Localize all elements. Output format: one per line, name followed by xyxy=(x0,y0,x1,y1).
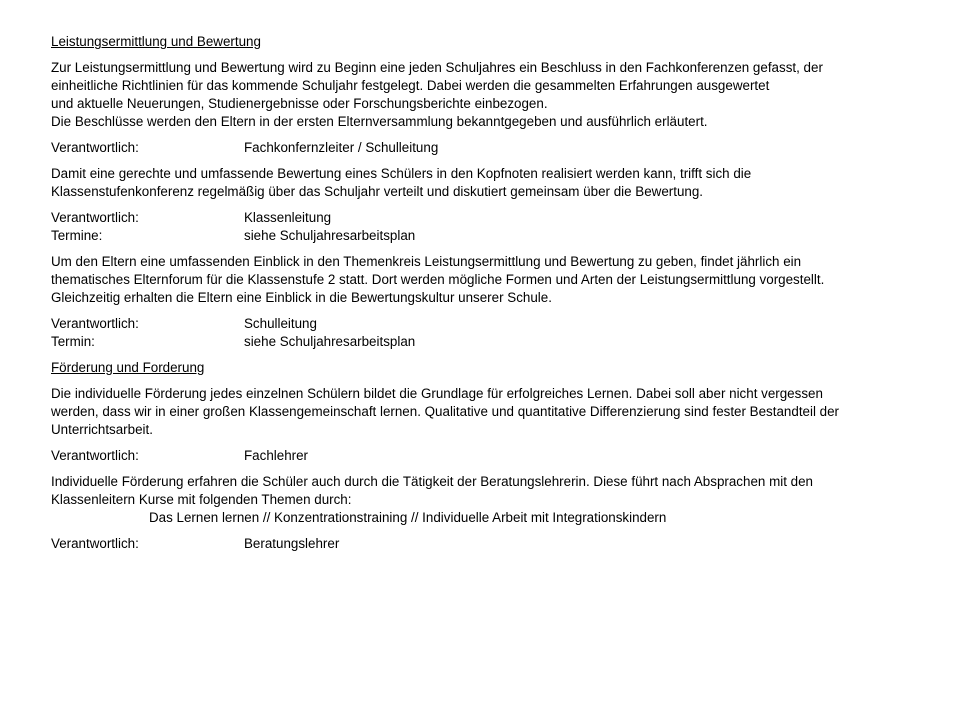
text-line: Individuelle Förderung erfahren die Schüler auch durch die Tätigkeit der Beratungslehrerin. Diese führt nach Absprachen mit den xyxy=(51,474,813,489)
responsibility-label: Verantwortlich: xyxy=(51,448,139,463)
text-line: Unterrichtsarbeit. xyxy=(51,422,153,437)
text-line: Klassenleitern Kurse mit folgenden Themen durch: xyxy=(51,492,352,507)
text-line: Um den Eltern eine umfassenden Einblick in den Themenkreis Leistungsermittlung und Bewertung zu geben, findet jährlich ein xyxy=(51,254,802,269)
responsibility-row xyxy=(51,315,931,333)
responsibility-row xyxy=(51,447,931,465)
text-line: einheitliche Richtlinien für das kommende Schuljahr festgelegt. Dabei werden die gesammelten Erfahrungen ausgewertet xyxy=(51,78,770,93)
responsibility-label: Verantwortlich: xyxy=(51,316,139,331)
text-line: thematisches Elternforum für die Klassenstufe 2 statt. Dort werden mögliche Formen und Arten der Leistungsermittlung vorgestellt. xyxy=(51,272,825,287)
section-heading-leistungsermittlung: Leistungsermittlung und Bewertung xyxy=(51,34,261,49)
schedule-row xyxy=(51,333,931,351)
text-line: Damit eine gerechte und umfassende Bewertung eines Schülers in den Kopfnoten realisiert werden kann, trifft sich die xyxy=(51,166,752,181)
paragraph-beratungslehrerin xyxy=(51,473,931,527)
responsibility-value: Fachlehrer xyxy=(244,448,309,463)
responsibility-block xyxy=(51,209,931,245)
document-page xyxy=(51,33,931,561)
responsibility-row xyxy=(51,535,931,553)
text-line: werden, dass wir in einer großen Klassengemeinschaft lernen. Qualitative und quantitative Differenzierung sind fester Bestandteil der xyxy=(51,404,840,419)
responsibility-label: Verantwortlich: xyxy=(51,140,139,155)
schedule-label: Termin: xyxy=(51,334,95,349)
paragraph-leistung-beschluss xyxy=(51,59,931,131)
paragraph-elternforum xyxy=(51,253,931,307)
schedule-value: siehe Schuljahresarbeitsplan xyxy=(244,228,416,243)
responsibility-value: Klassenleitung xyxy=(244,210,332,225)
responsibility-row xyxy=(51,209,931,227)
text-line: Klassenstufenkonferenz regelmäßig über das Schuljahr verteilt und diskutiert gemeinsam über die Bewertung. xyxy=(51,184,704,199)
text-line: und aktuelle Neuerungen, Studienergebnisse oder Forschungsberichte einbezogen. xyxy=(51,96,548,111)
section-heading-foerderung: Förderung und Forderung xyxy=(51,360,205,375)
text-line: Die Beschlüsse werden den Eltern in der ersten Elternversammlung bekanntgegeben und ausführlich erläutert. xyxy=(51,114,708,129)
course-topics: Das Lernen lernen // Konzentrationstraining // Individuelle Arbeit mit Integrationskindern xyxy=(149,510,667,525)
responsibility-block xyxy=(51,139,931,157)
responsibility-block xyxy=(51,535,931,553)
responsibility-block xyxy=(51,447,931,465)
responsibility-label: Verantwortlich: xyxy=(51,210,139,225)
responsibility-value: Fachkonfernzleiter / Schulleitung xyxy=(244,140,439,155)
responsibility-value: Schulleitung xyxy=(244,316,317,331)
text-line: Die individuelle Förderung jedes einzelnen Schülern bildet die Grundlage für erfolgreiches Lernen. Dabei soll aber nicht vergessen xyxy=(51,386,823,401)
responsibility-block xyxy=(51,315,931,351)
responsibility-value: Beratungslehrer xyxy=(244,536,340,551)
schedule-value: siehe Schuljahresarbeitsplan xyxy=(244,334,416,349)
text-line: Gleichzeitig erhalten die Eltern eine Einblick in die Bewertungskultur unserer Schule. xyxy=(51,290,552,305)
responsibility-label: Verantwortlich: xyxy=(51,536,139,551)
paragraph-individuelle-foerderung xyxy=(51,385,931,439)
text-line: Zur Leistungsermittlung und Bewertung wird zu Beginn eine jeden Schuljahres ein Beschluss in den Fachkonferenzen gefasst, der xyxy=(51,60,823,75)
schedule-row xyxy=(51,227,931,245)
paragraph-kopfnoten xyxy=(51,165,931,201)
schedule-label: Termine: xyxy=(51,228,103,243)
responsibility-row xyxy=(51,139,931,157)
